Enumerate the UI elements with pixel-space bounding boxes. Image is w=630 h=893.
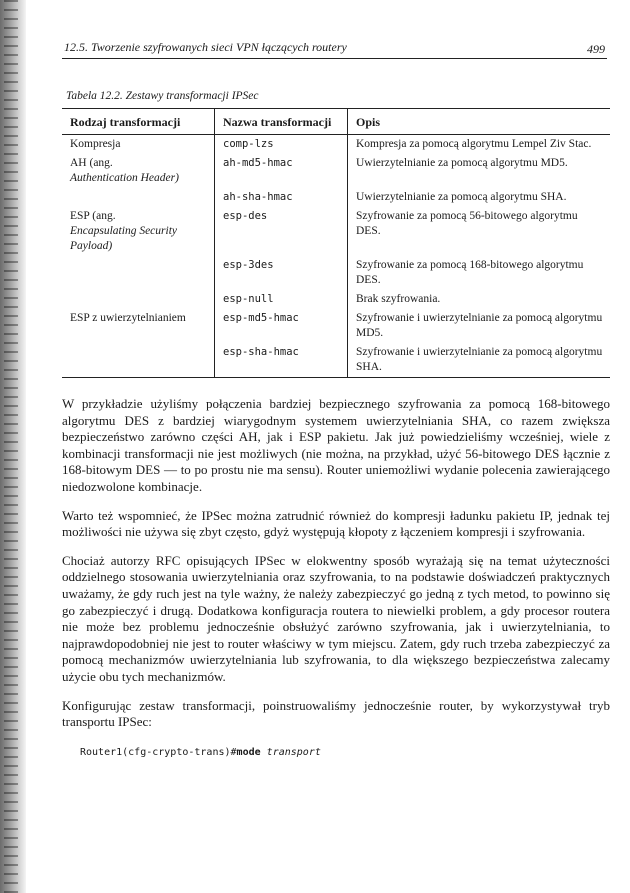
table-row [62, 188, 610, 207]
transform-sets-table [62, 108, 610, 378]
column-header-type: Rodzaj transformacji [62, 109, 215, 135]
cell-transform-name: comp-lzs [215, 135, 348, 155]
code-prompt: Router1(cfg-crypto-trans)# [80, 746, 237, 758]
table-header-row [62, 109, 610, 135]
paragraph: W przykładzie użyliśmy połączenia bardziej bezpiecznego szyfrowania za pomocą 168-bitowego algorytmu DES z bardziej wiarygodnym systemem uwierzytelniania SHA, co razem zwiększa bezpieczeństwo zarówno części AH, jak i ESP pakietu. Jak już powiedzieliśmy wcześniej, wiele z kombinacji transformacji nie jest możliwych (nie można, na przykład, użyć 56-bitowego DES łącznie z 168-bitowym DES — to po prostu nie ma sensu). Router uniemożliwi wydanie polecenia zawierającego niedozwolone kombinacje. [62, 396, 610, 494]
cell-type [62, 207, 215, 256]
cell-description: Uwierzytelnianie za pomocą algorytmu SHA. [348, 188, 611, 207]
type-full-name: Authentication Header) [70, 172, 179, 184]
type-label: AH (ang. [70, 157, 113, 169]
cell-transform-name: ah-md5-hmac [215, 154, 348, 188]
cell-description: Szyfrowanie za pomocą 56-bitowego algorytmu DES. [348, 207, 611, 256]
table-row [62, 256, 610, 290]
column-header-description: Opis [348, 109, 611, 135]
cell-transform-name: esp-sha-hmac [215, 343, 348, 378]
table-row [62, 309, 610, 343]
cell-transform-name: esp-null [215, 290, 348, 309]
page-number: 499 [587, 42, 605, 56]
cell-description: Szyfrowanie za pomocą 168-bitowego algorytmu DES. [348, 256, 611, 290]
table-row [62, 207, 610, 256]
cell-description: Szyfrowanie i uwierzytelnianie za pomocą algorytmu SHA. [348, 343, 611, 378]
cell-type [62, 256, 215, 290]
cell-type [62, 188, 215, 207]
code-command: mode [236, 746, 261, 758]
paragraph: Chociaż autorzy RFC opisujących IPSec w elokwentny sposób wyrażają się na temat użyteczności oddzielnego stosowania uwierzytelniania oraz szyfrowania, to na podstawie doświadczeń praktycznych uważamy, że gdy ruch jest na tyle ważny, że należy zabezpieczyć go jedną z tych metod, to powinno się go zabezpieczyć i drugą. Dodatkowa konfiguracja routera to niewielki problem, a gdy procesor routera nie może bez problemu jednocześnie obsłużyć zarówno szyfrowania, jak i uwierzytelniania, to najprawdopodobniej nie jest to router właściwy w tym miejscu. Zatem, gdy ruch trzeba zabezpieczyć za pomocą mechanizmów uwierzytelniania lub szyfrowania, to dla większego bezpieczeństwa zalecamy użycie obu tych mechanizmów. [62, 552, 610, 684]
paragraph: Warto też wspomnieć, że IPSec można zatrudnić również do kompresji ładunku pakietu IP, jednak tej możliwości nie używa się zbyt często, gdyż występują kłopoty z łączeniem kompresji i szyfrowania. [62, 507, 610, 540]
cell-type [62, 154, 215, 188]
type-full-name: Encapsulating Security Payload) [70, 225, 177, 252]
cell-transform-name: esp-des [215, 207, 348, 256]
table-row [62, 343, 610, 378]
running-header [62, 36, 607, 59]
cell-transform-name: esp-3des [215, 256, 348, 290]
cell-description: Uwierzytelnianie za pomocą algorytmu MD5. [348, 154, 611, 188]
book-spine-shadow [0, 0, 26, 893]
cell-transform-name: esp-md5-hmac [215, 309, 348, 343]
code-argument: transport [266, 746, 321, 758]
cell-description: Kompresja za pomocą algorytmu Lempel Ziv Stac. [348, 135, 611, 155]
body-text [62, 396, 610, 761]
paragraph: Konfigurując zestaw transformacji, poinstruowaliśmy jednocześnie router, by wykorzystywał tryb transportu IPSec: [62, 697, 610, 730]
column-header-name: Nazwa transformacji [215, 109, 348, 135]
cell-transform-name: ah-sha-hmac [215, 188, 348, 207]
binding-texture [4, 0, 18, 893]
cell-type [62, 343, 215, 378]
running-title: 12.5. Tworzenie szyfrowanych sieci VPN łączących routery [64, 40, 347, 54]
cell-type [62, 135, 215, 155]
table-row [62, 154, 610, 188]
type-label: ESP z uwierzytelnianiem [70, 312, 186, 324]
type-label: Kompresja [70, 138, 121, 150]
cell-description: Brak szyfrowania. [348, 290, 611, 309]
code-example [62, 745, 610, 762]
table-row [62, 135, 610, 155]
cell-description: Szyfrowanie i uwierzytelnianie za pomocą algorytmu MD5. [348, 309, 611, 343]
table-caption: Tabela 12.2. Zestawy transformacji IPSec [66, 90, 259, 102]
cell-type [62, 290, 215, 309]
type-label: ESP (ang. [70, 210, 116, 222]
table-row [62, 290, 610, 309]
cell-type [62, 309, 215, 343]
